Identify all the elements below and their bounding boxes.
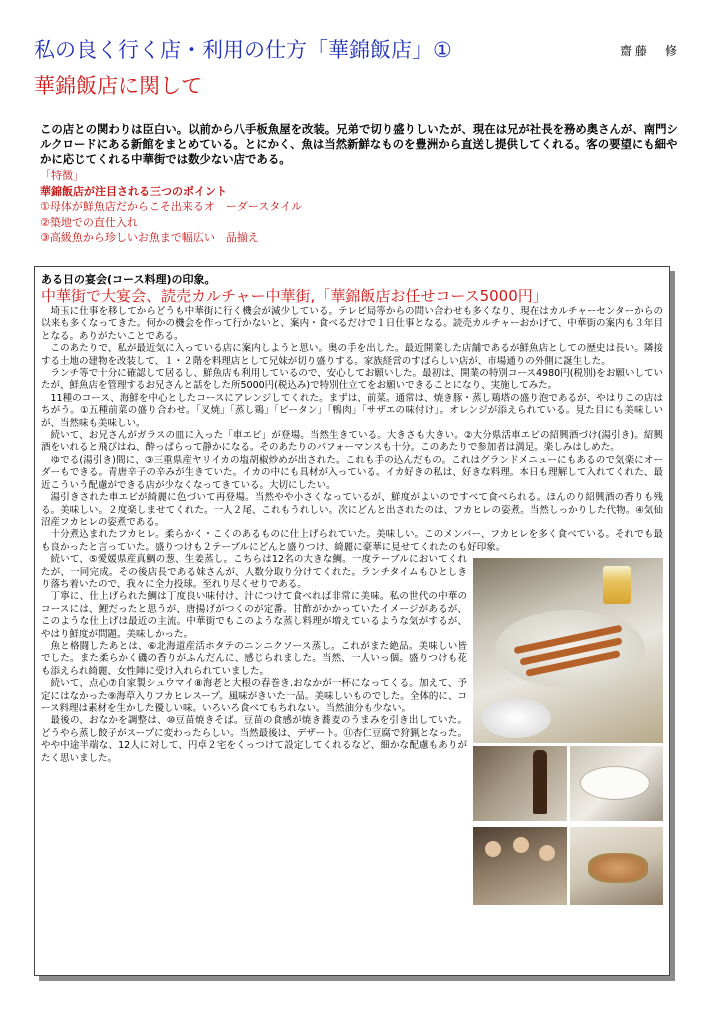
article-paragraph: 11種のコース、海鮮を中心としたコースにアレンジしてくれた。まずは、前菜。通常は、焼き豚・蒸し鶏塔の盛り泡であるが、やはりこの店はちがう。①五種前菜の盛り合わせ。「叉焼」「蒸し鶏」「ピータン」「鴨肉」「サザエの味付け」。オレンジが添えられている。見た目にも美味しいが、当然味も美味しい。 bbox=[41, 392, 663, 429]
article-title: 中華街で大宴会、読売カルチャー中華街,「華錦飯店お任せコース5000円」 bbox=[41, 287, 548, 305]
article-paragraph: 埼玉に仕事を移してからどうも中華街に行く機会が減少している。テレビ局等からの問い合わせも多くなり、現在はカルチャーセンターからの以来も多くなってきた。何かの機会を作って行かないと、案内・食べるだけで１日仕事となる。読売カルチャーおかげて、中華街の案内も３年目となる。ありがたいことである。 bbox=[41, 306, 663, 342]
photo-prawn-dish bbox=[473, 558, 663, 743]
person-shape bbox=[539, 845, 555, 861]
article-paragraph: 続いて、点心⑦自家製シュウマイ⑧海老と大根の春巻き.おなかが一杯になってくる。加えて、予定にはなかった⑨海草入りフカヒレスープ。風味がきいた一品。美味しいものでした。全体的に、コース料理は素材を生かした優しい味。いろいろ食べてもちれない。当然油分も少ない。 bbox=[41, 678, 467, 714]
photo-row bbox=[473, 746, 663, 824]
feature-point: ③高級魚から珍しいお魚まで幅広い 品揃え bbox=[40, 231, 259, 244]
photo-diners bbox=[473, 827, 567, 905]
author-name: 齋藤 修 bbox=[619, 44, 680, 58]
article-paragraph: 十分煮込まれたフカヒレ。柔らかく・こくのあるものに仕上げられていた。美味しい。このメンバー、フカヒレを多く食べている。それでも最も良かったと言っていた。盛りつけも２テーブルにどんと盛りつけ、綺麗に豪華に見せてくれたのも好印象。 bbox=[41, 529, 663, 553]
dish-shape bbox=[580, 766, 650, 800]
features-heading: 華錦飯店が注目される三つのポイント bbox=[40, 184, 227, 198]
bottle-shape bbox=[533, 750, 547, 814]
section-subtitle: 華錦飯店に関して bbox=[34, 74, 202, 98]
features-label: 「特徴」 bbox=[40, 169, 84, 182]
photo-plates bbox=[570, 746, 664, 821]
article-paragraph: 丁寧に、仕上げられた鯛は丁度良い味付け、汁につけて食べれば非常に美味。私の世代の中華のコースには、鯉だったと思うが、唐揚げがつくのが定番。甘酢がかかっていたイメージがあるが、このような仕上げは最近の主流。中華街でもこのような蒸し料理が増えているような気がするが、やはり鮮度が問題。美味しかった。 bbox=[41, 591, 467, 640]
article-heading: ある日の宴会(コース料理)の印象。 bbox=[41, 273, 216, 286]
photo-row bbox=[473, 827, 663, 908]
feature-point: ①母体が鮮魚店だからこそ出来るオ ーダースタイル bbox=[40, 200, 303, 213]
food-shape bbox=[588, 853, 648, 883]
beer-glass-shape bbox=[603, 566, 631, 604]
article-body bbox=[41, 306, 663, 765]
article-box bbox=[34, 266, 670, 976]
feature-point: ②築地での直仕入れ bbox=[40, 215, 138, 229]
article-paragraph: 湯引きされた車エビが綺麗に色づいて再登場。当然やや小さくなっているが、鮮度がよいのですべて食べられる。ほんのり紹興酒の香りも残る。美味しい。２度楽しませてくれた。一人２尾、これもうれしい。次にどんと出されたのは、フカヒレの姿煮。当然しっかりした代物。④気仙沼産フカヒレの姿煮である。 bbox=[41, 492, 663, 528]
page-title: 私の良く行く店・利用の仕方「華錦飯店」① bbox=[34, 38, 452, 62]
article-paragraph: ゆでる(湯引き)間に、③三重県産ヤリイカの塩胡椒炒めが出された。これも手の込んだもの。これはグランドメニューにもあるので気楽にオーダーもできる。青唐辛子の辛みが生きていた。イカの中にも具材が入っている。イカ好きの私は、好きな料理。本日も理解して入れてくれた、最近こういう配慮ができる店が少なくなってきている。大切にしたい。 bbox=[41, 454, 663, 491]
person-shape bbox=[513, 837, 529, 853]
bowl-shape bbox=[481, 698, 551, 738]
article-paragraph: ランチ等で十分に確認して居るし、鮮魚店も利用しているので、安心してお願いした。最初は、開業の特別コース4980円(税別)をお願いしていたが、鮮魚店を管理するお兄さんと話をした所5000円(税込み)で特別仕立てをお願いできることになり、実施してみた。 bbox=[41, 368, 663, 392]
article-paragraph: 続いて、⑤愛媛県産真鯛の葱、生姜蒸し。こちらは12名の大きな鯛。一度テーブルにおいてくれたが、一同完成。その後店長である妹さんが、人数分取り分けてくれた。ランチタイムもひとしきり落ち着いたので、我々に全力投球。至れり尽くせりである。 bbox=[41, 554, 467, 590]
photo-scallop-dish bbox=[570, 827, 664, 905]
article-paragraph: 続いて、お兄さんがガラスの皿に入った「車エビ」が登場。当然生きている。大きさも大きい。②大分県活車エビの紹興酒づけ(湯引き)。紹興酒をいれると飛びはね、酔っぱらって静かになる。そのあたりのパフォーマンスも十分。このあたりで参加者は満足。楽しみはしめた。 bbox=[41, 430, 663, 454]
article-paragraph: 魚と格闘したあとは、⑥北海道産活ホタテのニンニクソース蒸し。これがまた絶品。美味しい皆でした。また柔らかく磯の香りがふんだんに、感じられました。当然、一人いっ個。盛りつけも花も添えられ綺麗、女性陣に受け入れられていました。 bbox=[41, 640, 467, 677]
photo-column bbox=[473, 558, 663, 911]
header bbox=[34, 34, 684, 64]
features-block bbox=[40, 168, 680, 246]
article-paragraph: 最後の、おなかを調整は、⑩豆苗焼きそば。豆苗の食感が焼き蕎麦のうまみを引き出していた。どうやら蒸し餃子がスープに変わったらしい。当然最後は、デザート。⑪杏仁豆腐で狩猟となった。やや中途半端な、12人に対して、円卓２宅をくっつけて設定してくれるなど、細かな配慮もありがたく思いました。 bbox=[41, 715, 467, 764]
intro-paragraph: この店との関わりは臣白い。以前から八手板魚屋を改装。兄弟で切り盛りしいたが、現在は兄が社長を務め奥さんが、南門シルクロードにある新館をまとめている。とにかく、魚は当然新鮮なものを豊洲から直送し提供してくれる。客の要望にも細やかに応じてくれる中華街では数少ない店である。 bbox=[40, 122, 678, 166]
intro-section bbox=[40, 122, 680, 246]
article-paragraph: このあたりで、私が最近気に入っている店に案内しようと思い。奥の手を出した。最近開業した店舗であるが鮮魚店としての歴史は長い。隣接する土地の建物を改装して、１・２階を料理店として兄妹が切り盛りする。家族経営のすばらしい店が、市場通りの外側に誕生した。 bbox=[41, 343, 663, 367]
person-shape bbox=[485, 841, 501, 857]
photo-table-bottles bbox=[473, 746, 567, 821]
